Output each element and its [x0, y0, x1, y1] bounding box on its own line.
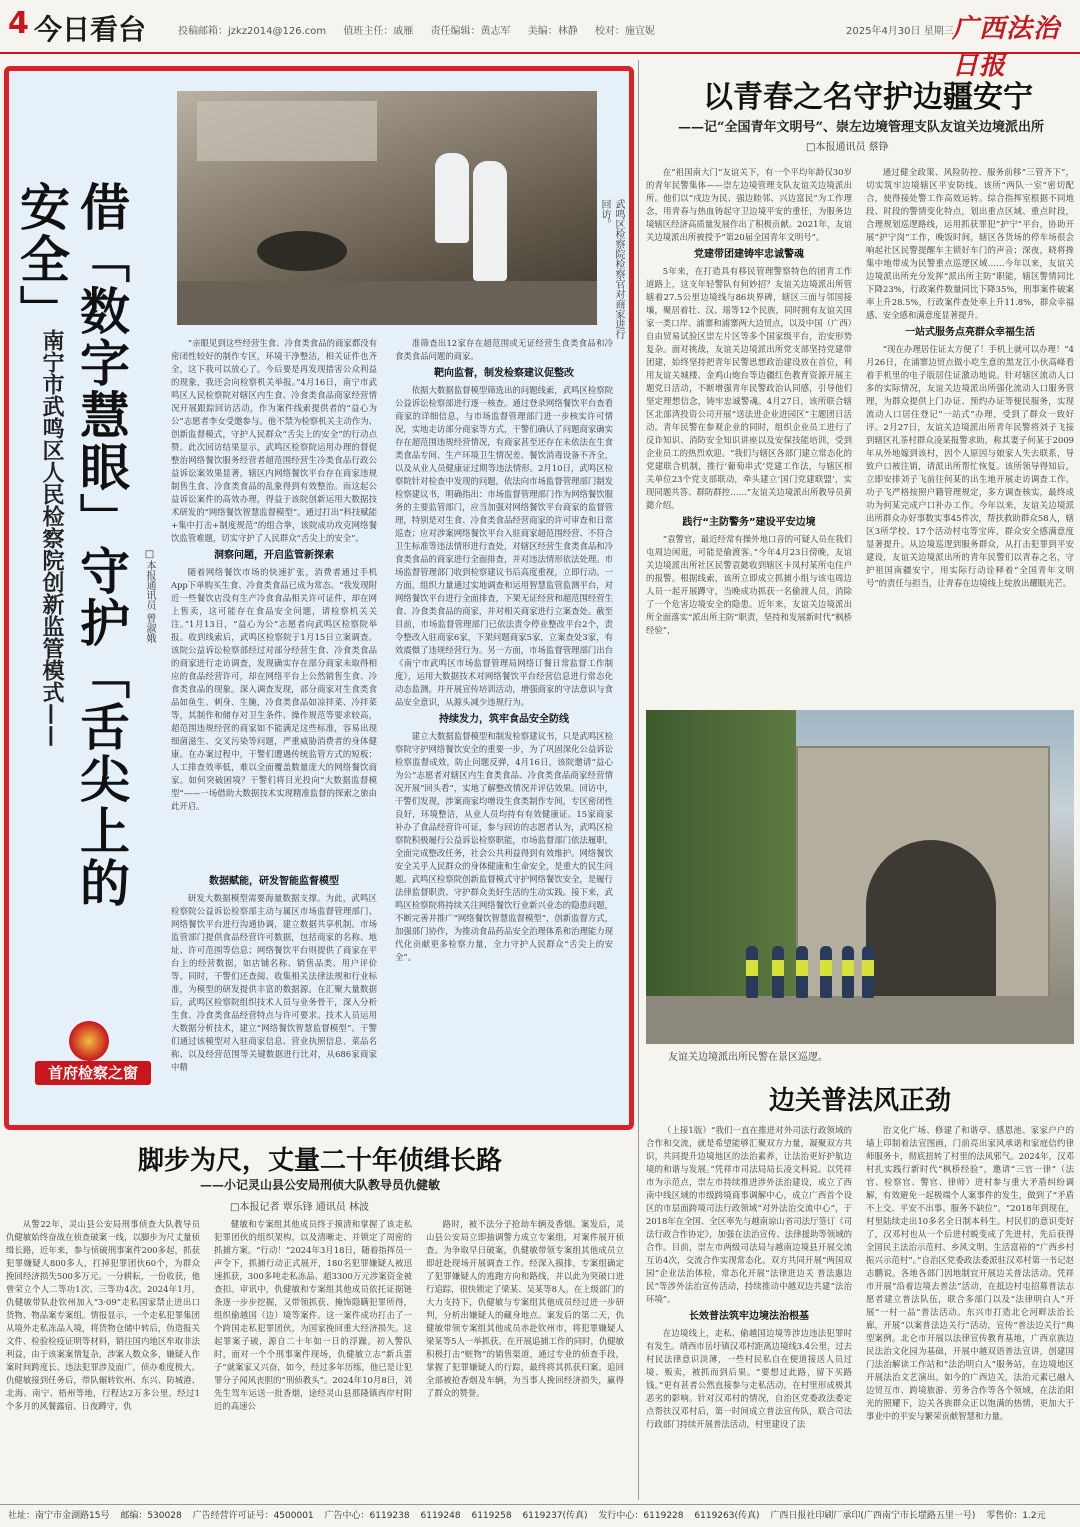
section-heading: 持续发力，筑牢食品安全防线 — [439, 714, 569, 725]
photo-wok — [257, 231, 347, 271]
inspection-photo — [177, 91, 597, 325]
border-story-column-2 — [866, 166, 1074, 704]
paragraph: 准筛查出12家存在超范围或无证经营生食类食品和冷食类食品问题的商家。 — [395, 338, 613, 361]
paragraph: 建立大数据监督模型和制发检察建议书，只是武鸣区检察院守护网络餐饮安全的重要一步，为了巩固深化公益诉讼检察监督成效，防止问题反弹，4月16日，该院邀请“益心为公”志愿者对辖区内生食类食品、冷食类食品商家经营情况开展“回头看”，实地了解整改情况并评估效果。回访中，干警们发现，涉案商家均增设生食类制作专间，专区密闭性良好，环境整洁，从业人员均持有有效健康证。15家商家补办了食品经营许可证，参与回访的志愿者认为，武鸣区检察院积极履行公益诉讼检察职能，市场监督部门依法履职，全面完成整改任务，社会公共利益得到有效维护。网络餐饮安全关乎人民群众的身体健康和生命安全，是重大的民生问题。武鸣区检察院创新监督模式守护网络餐饮安全，是履行法律监督职责、守护群众美好生活的生动实践。接下来，武鸣区检察院将持续关注网络餐饮行业新兴业态的隐患问题，不断完善并推广“网络餐饮智慧监督模型”，创新监督方式，加强部门协作，为推动食品药品安全治理体系和治理能力现代化贡献更多检察力量，全力守护人民群众“舌尖上的安全”。 — [395, 731, 613, 962]
footer-price: 零售价：1.2元 — [986, 1511, 1046, 1521]
section-heading: 践行“主防警务”建设平安边境 — [682, 517, 816, 528]
photo-officer — [862, 946, 874, 998]
page-number: 4 — [8, 6, 29, 41]
paragraph: 在边境线上，走私、偷越国边境等涉边违法犯罪时有发生。靖西市岳圩镇汉邓村距离边境线3.4公里，过去村民法律意识淡薄，一些村民私自在便道接送人员过境、贩卖，被抓而到后果。“要想过此路，留下买路钱。”更有甚者公然直接参与走私活动，在村里形成极其恶劣的影响。针对汉邓村的情况，自治区党委政法委定点帮扶汉邓村后，第一时间成立普法宣传队，联合司法行政部门持续开展普法活动，村里建设了法 — [646, 1328, 852, 1429]
border-photo-caption: 友谊关边境派出所民警在景区巡逻。 — [668, 1052, 828, 1063]
case-story-subtitle: ——小记灵山县公安局刑侦大队教导员仇健敏 — [199, 1178, 440, 1192]
section-heading: 长效普法筑牢边境法治根基 — [689, 1311, 809, 1322]
page-header — [0, 0, 1080, 81]
photo-prosecutor-2 — [473, 161, 507, 281]
paragraph: 通过健全政策、风险防控、服务前移“三管齐下”，切实筑牢边境辖区平安防线。该所“两队一室”密切配合，使得接处警工作高效运转。综合指挥室根据不同地段、时段的警情变化特点，划出重点区域、重点时段，合理规划巡逻路线，运用抓获罪犯“护宁”平台，协助开展“护宁岗”工作，晚饭时间，辖区各货场的停车场很会响起社区民警提醒车主锁好车门的声音；深夜，晓将搀集中地带成为民警重点巡逻区域……今年以来，友谊关边境派出所充分发挥“派出所主防”职能，辖区警情同比下降23%，行政案件数量同比下降35%，刑事案件破案率上升28.5%，行政案件查处率上升11.8%，群众幸福感、安全感和满意度显著提升。 — [866, 167, 1074, 320]
feature-subtitle: 南宁市武鸣区人民检察院创新监管模式—— — [39, 329, 64, 747]
credit-designer: 美编：林静 — [527, 26, 578, 37]
section-heading: 数据赋能，研发智能监督模型 — [209, 876, 339, 887]
footer-ad-license: 广告经营许可证号：4500001 — [192, 1511, 314, 1521]
page-footer — [0, 1504, 1080, 1527]
case-story-title: 脚步为尺，丈量二十年侦缉长路 — [137, 1146, 502, 1176]
footer-phone: 6119248 — [420, 1511, 461, 1521]
photo-officer — [842, 946, 854, 998]
section-heading: 洞察问题，开启监管新探索 — [214, 550, 334, 561]
photo-officer — [772, 946, 784, 998]
feature-column-1 — [171, 337, 377, 865]
paragraph: （上接1版）“我们一直在推进对外司法行政领域的合作和交流，就是希望能够汇聚双方力量，凝聚双方共识，共同提升边境地区的法治素养，让法治更好护航边境的和谐与发展。”凭祥市司法局局长凌文科说。以凭祥市为示范点，崇左市持续推进涉外法治建设，成立了西南中线区域的市级跨境商事调解中心，成立广西首个设区的市层面跨境司法行政领域“对外法治交流中心”，于2018年在全国、全区率先与越南谅山省司法厅签订《司法行政合作协定》，加强在法治宣传、法律援助等领域的合作。目前，崇左市两级司法局与越南边境县开展交流互访4次，交流合作实现常态化。双方共同开展“两国双园”企业法治体检，常态化开展“法律进边关 普法惠边民”等涉外法治宣传活动，持续推动中越双边共建“法治环境”。 — [646, 1125, 852, 1304]
paragraph: 治文化广场、修建了和谐亭、感恩池、家家户户的墙上印制着法宣图画，门前亮出家风承诺和家庭信约律师服务卡，彻底扭转了村里的法风邪气。2024年，汉邓村扎实践行新时代“枫桥经验”，邀请“三官一律”（法官、检察官、警官、律师）进村参与重大矛盾纠纷调解，有效避免一起极端个人案事件的发生，做到了“矛盾不上交、平安不出事、服务不缺位”。“2018年到现在，村里陆续走出10多名全日制本科生。村民们的意识变好了，汉邓村也从一个后进村蜕变成了先进村，先后获得全国民主法治示范村、乡风文明、生活富裕的“广西乡村振兴示范村”。”自治区党委政法委派驻汉邓村第一书记赵志鹏说。各地各部门因地制宜开展边关普法活动。凭祥市开展“沿着边境去普法”活动，在抵边村屯招募普法志愿者建立普法队伍，联合多部门以及“法律明白人”开展“一村一品”普法活动。东兴市打造北仑河畔法治长廊，开展“以案普法边关行”活动，宣传“普法边关行”典型案例。北仑市开展以法律宣传教育基地，广西京族边民法治文化园为基础，开展中越双语普法宣讲，创建国门法治解读工作站和“法治明白人”服务站，在边境地区开展法治文艺演出。如今的广西边关，法治元素已融入边贸互市、跨境旅游、劳务合作等各个领域，在法治阳光的照耀下，边关各族群众正以饱满的热情，更加大干事业中的平安与繁荣贡献智慧和力量。 — [866, 1125, 1074, 1421]
photo-officer — [820, 946, 832, 998]
photo-road — [646, 996, 1074, 1044]
credit-duty-chief: 值班主任：戚雁 — [343, 26, 414, 37]
law-story-column-2 — [866, 1124, 1074, 1498]
procuratorate-emblem-icon — [69, 1021, 109, 1061]
case-story-column-1 — [6, 1218, 200, 1498]
border-story-subtitle: ——记“全国青年文明号”、崇左边境管理支队友谊关边境派出所 — [678, 120, 1044, 135]
paragraph: “亲眼见到这些经营生食、冷食类食品的商家都没有密闭性较好的制作专区，环境干净整洁，相关证件也齐全，这下我可以放心了。今后要是再发现措害公众利益的现象，我还会向检察机关举报。”4月16日，南宁市武鸣区人民检察院对辖区内生食、冷食类食品商家经营情况开展跟踪回访活动，作为案件线索提供者的“益心为公”志愿者李女受邀参与。他不禁为检察机关主动作为、创新监督模式，守护人民群众“舌尖上的安全”的行动点赞。此次回访结果显示，武鸣区检察院运用办理的督促整治网络餐饮服务经营者超范围经营生冷类食品行政公益诉讼案效果显著，辖区内网络餐饮平台存在商家违规制售生食、冷食类食品的乱象得到有效整治。而这起公益诉讼案件的高效办理，得益于该院创新运用大数据技术研发的“网络餐饮智慧监督模型”。通过打出“科技赋能+集中打击+制度规范”的组合拳，该院成功攻克网络餐饮监管难题，切实守护了人民群众“舌尖上的安全”。 — [171, 338, 377, 543]
section-title: 今日看台 — [34, 13, 147, 46]
footer-fax: 6119263(传真) — [694, 1511, 760, 1521]
photo-range-hood — [197, 101, 377, 161]
case-story-column-2 — [214, 1218, 412, 1498]
paragraph: 从警22年，灵山县公安局刑事侦查大队教导员仇健敏始终奋战在侦查破案一线，以脚步为尺丈量侦缉长路，近年来，参与侦破刑事案件200多起，抓获犯罪嫌疑人800多人，打掉犯罪团伙60个，为群众挽回经济损失500多万元。一分耕耘，一份收获，他曾荣立个人二等功1次、三等功4次。2024年1月，仇健敏带队赴钦州加入“3·09”走私国家禁止进出口货物、物品案专案组。情报显示，一个走私犯罪集团从境外走私冻品入境，将货物仓储中转后，伪造报关文件、检验检疫证明等材料，销往国内地区牟取非法利益，由于该案案情复杂，涉案人数众多，嫌疑人作案时间跨度长、违法犯罪涉及面广，侦办难度极大。仇健敏接到任务后，带队辗转钦州、东兴、防城港、北海、南宁、梧州等地，行程达2万多公里。经过1个多月的风餐露宿、日夜蹲守，仇 — [6, 1219, 200, 1411]
border-story-byline: □本报通讯员 蔡铮 — [806, 142, 889, 153]
credits — [178, 22, 669, 37]
credit-editor: 责任编辑：黄志军 — [430, 26, 511, 37]
issue-date: 2025年4月30日 星期三 — [846, 26, 954, 37]
feature-column-2 — [395, 337, 613, 1111]
border-story-column-1 — [646, 166, 852, 704]
column-badge — [35, 1021, 151, 1091]
footer-phone: 6119258 — [471, 1511, 512, 1521]
photo-prosecutor-1 — [435, 153, 469, 243]
paragraph: 研发大数据模型需要海量数据支撑。为此，武鸣区检察院公益诉讼检察部主动与属区市场监督管理部门、网络餐饮平台进行沟通协调，建立数据共享机制。市场监管部门提供食品经营许可数据，包括商家的名称、地址、许可范围等信息；网络餐饮平台则提供了商家在平台上的经营数据，如店铺名称、销售品类、用户评价等。同时，干警们还查阅、收集相关法律法规和行业标准，为模型的研发提供丰富的数据源。在汇聚大量数据后，武鸣区检察院组织技术人员与业务骨干，深入分析生食、冷食类食品经营特点与许可要求。技术人员运用大数据分析技术，建立“网络餐饮智慧监督模型”。干警们通过该模型对入驻商家信息、营业执照信息、菜品名称、以及经营范围等关键数据进行比对，从686家商家中精 — [171, 893, 377, 1072]
column-divider — [638, 60, 639, 1500]
law-story-title: 边关普法风正劲 — [768, 1086, 951, 1116]
footer-ad-center: 广告中心：6119238 — [324, 1511, 410, 1521]
paragraph: “现在办理居住证太方便了！手机上就可以办理！”4月26日，在浦寨边贸点做小吃生意的黑龙江小伙高峰看着手机里的电子版居住证激动地说。针对辖区流动人口多的实际情况，友谊关边境派出所强化流动人口服务管理，为群众提供上门办证、预约办证等便民服务，实现流动人口居住登记“一站式”办理，受到了群众一致好评。2月27日，友谊关边境派出所青年民警将刘子飞接到辖区礼茶村群众凌某报警求助，称其妻子何某于2009年从外地嫁到该村，因个人原因与娘家人失去联系，导致户口被注销，请派出所帮忙恢复。该所领导得知后，立即安排刘子飞前往何某的出生地开展走访调查工作。功子飞严格按照户籍管理规定，多方调查核实，最终成功为何某完成户口补办工作。今年以来，友谊关边境派出所群众办好事数实事45件次，帮扶救助群众58人，辖区3所学校、17个活动村屯等宝库，群众安全感满意度显著提升。从边境巡逻到服务群众，从打击犯罪到平安建设，友谊关边境派出所的青年民警们以青春之名，守护祖国南疆安宁，用实际行动诠释着“全国青年文明号”的责任与担当，让青春在边境线上绽放出耀眼光芒。 — [866, 344, 1074, 588]
footer-distribution: 发行中心：6119228 — [598, 1511, 684, 1521]
paragraph: 在“祖国南大门”友谊关下，有一个平均年龄仅30岁的青年民警集体——崇左边境管理支队友谊关边境派出所。他们以“戍边为民、强边睦邻、兴边富民”为工作理念，用青春与热血铸起守卫边境平安的重任，为服务边境辖区经济高质量发展作出了积极贡献。2021年，友谊关边境派出所被授予“第20届全国青年文明号”。 — [646, 167, 852, 242]
paragraph: 健敏和专案组其他成员终于摸清和掌握了该走私犯罪团伙的组织架构，以及清晰走、并锁定了周密的抓捕方案。“行动！”2024年3月18日，随着指挥员一声令下，抓捕行动正式展开，180名犯罪嫌疑人被迅速抓获，300多吨走私冻品、超3300万元涉案资金被查扣。审讯中，仇健敏和专案组其他成员依托证据链条逐一步步挖掘，又带领抓获、掩饰隐瞒犯罪所得，组织偷越国（边）境等案件。这一案件成功打击了一个跨国走私犯罪团伙，为国家挽回重大经济损失。这起罪案子破，源自二十年如一日的浮躁。初入警队时，面对一个个刑事案件现场，仇健敏立志“新兵蛋子”就案家又兴奋，如今，经过多年历练，他已是让犯罪分子闻风丧胆的“刑侦教头”。2024年10月8日，刘先生驾车运送一批香烟，途经灵山县那隆镇西岸村附近的高速公 — [214, 1219, 412, 1411]
credit-proofreader: 校对：施宜妮 — [594, 26, 655, 37]
paragraph: 随着网络餐饮市场的快速扩张，消费者通过手机App下单购买生食、冷食类食品已成为常态。“我发现附近一些餐饮店没有生产冷食食品相关许可证件，却在网上售卖，这可能存在食品安全问题，请检察机关关注。”1月13日，“益心为公”志愿者向武鸣区检察院举报。收到线索后，武鸣区检察院于1月15日立案调查。该院公益诉讼检察部经过对部分经营生食、冷食类食品的商家进行走访调查，发现确实存在部分商家未取得相应的食品经营许可，却在网络平台上公然销售生食、冷食类食品的现象。深入调查发现，部分商家对生食类食品如鱼生、刺身、生腌，冷食类食品如凉拌菜、冷拌菜等，其制作和储存对卫生条件、操作规范等要求较高，超范围违规经营的商家如不能满足这些标准，容易出现细菌滋生、交叉污染等问题，严重威胁消费者的身体健康。在办案过程中，干警们遭遇传统监管方式的短板：人工排查效率低，难以全面覆盖数量庞大的网络餐饮商家。如何突破困境？干警们将目光投向“大数据监督模型”——一场借助大数据技术实现精准监督的探索之旅由此开启。 — [171, 567, 377, 811]
section-heading: 一站式服务点亮群众幸福生活 — [905, 327, 1035, 338]
photo-officer — [796, 946, 808, 998]
credit-email: 投稿邮箱：jzkz2014@126.com — [178, 26, 327, 37]
case-story-byline: □本报记者 覃乐锋 通讯员 林波 — [230, 1202, 369, 1213]
footer-address: 社址：南宁市金湖路15号 — [8, 1511, 110, 1521]
paragraph: “袁警官，最近经常有操外地口音的可疑人员在我们屯周边闲逛，可能是偷渡客。”今年4月23日傍晚，友谊关边境派出所社区民警袁懿收到辖区卡凤村某所屯住户的报警。根据线索，该所立即成立抓捕小组与该屯周边人员一起开展蹲守，当晚成功抓获一名偷渡人员，消除了一个危害边境安全的隐患。近年来，友谊关边境派出所全面落实“派出所主防”职责，坚持和发展新时代“枫桥经验”， — [646, 534, 852, 635]
paragraph: 5年来，在打造具有移民管理警察特色的团青工作道路上，这支年轻警队有何妙招？友谊关边境派出所管辖着27.5公里边境线与86块界碑，辖区三面与邻国接壤，聚居着壮、汉、瑶等12个民族，同时拥有友谊关国家一类口岸、浦寨和浦寨两大边贸点，以及中国（广西）自由贸易试验区崇左片区等多个国家级平台，治安形势复杂。面对挑战，友谊关边境派出所党支部坚持党建带团建，始终坚持把青年民警思想政治建设放在首位，利用友谊关城楼、金鸡山炮台等边疆红色教育资源开展主题党日活动，不断增强青年民警政治认同感，引导他们坚定理想信念，铸牢忠诚警魂。4月27日，该所联合辖区北部湾投资公司开展“送法进企业进园区”主题团日活动。青年民警在参观企业的同时，组织企业员工进行了反诈知识、消防安全知识讲座以及安保技能培训，受到企业员工的热烈欢迎。“我们与辖区各部门建立常态化的党建联合机制，推行‘葡萄串式’党建工作法，与辖区相关单位23个党支部联动，牵头建立‘国门党建联盟’，实现同题共答、群防群控……”友谊关边境派出所教导员黄懿介绍。 — [646, 266, 852, 510]
paper-logo: 广西法治日报 — [952, 14, 1061, 81]
paragraph: 路时，被不法分子抢劫车辆及香烟。案发后，灵山县公安局立即抽调警力成立专案组，对案件展开侦查。为争取早日破案，仇健敏带领专案组其他成员立即赶赴现场开展调查工作。经深入摸排，专案组确定了犯罪嫌疑人的逃跑方向和路线，并以此为突破口进行追踪，很快锁定了梁某、吴某等8人。在上级部门的大力支持下，仇健敏与专案组其他成员经过进一步研判，分析出嫌疑人的藏身地点。案发后的第二天，仇健敏带领专案组其他成员赤赴钦州市，将犯罪嫌疑人梁某等5人一举抓获。在开展追捕工作的同时，仇健敏积极打击“赃物”的销售渠道，通过专业的侦查手段，掌握了犯罪嫌疑人的行踪，最终将其抓获归案。追回全部被抢香烟及车辆，为当事人挽回经济损失，赢得了群众的赞誉。 — [426, 1219, 624, 1398]
photo-gate-arch — [866, 840, 996, 996]
section-heading: 靶向监督，制发检察建议促整改 — [434, 368, 574, 379]
photo-counter — [177, 281, 597, 325]
badge-label: 首府检察之窗 — [35, 1061, 151, 1085]
footer-printer: 广西日报社印刷厂承印(广西南宁市长堽路五里一号) — [770, 1511, 976, 1521]
feature-article-box — [4, 66, 634, 1130]
photo-caption: 武鸣区检察院检察官对商家进行回访。 — [599, 199, 624, 339]
border-patrol-photo — [646, 710, 1074, 1044]
case-story-column-3 — [426, 1218, 624, 1498]
photo-officer — [746, 946, 758, 998]
law-story-column-1 — [646, 1124, 852, 1498]
feature-byline: □本报通讯员 曾淑娥 — [144, 549, 155, 644]
footer-fax: 6119237(传真) — [522, 1511, 588, 1521]
footer-postcode: 邮编：530028 — [120, 1511, 182, 1521]
paragraph: 依据大数据监督模型筛选出的问题线索，武鸣区检察院公益诉讼检察部进行逐一核查。通过登录网络餐饮平台查看商家的详细信息，与市场监督管理部门进一步核实许可情况，实地走访部分商家等方式，干警们确认了问题商家确实存在超范围违规经营情况，有商家甚至还存在未依法在生食类食品专间、生产环境卫生情况差、餐饮消毒设备不齐全，以及从业人员健康证过期等违法情形。2月10日，武鸣区检察院针对检查中发现的问题，依法向市场监督管理部门制发检察建议书，明确指出：市场监督管理部门作为网络餐饮服务的主要监管部门，应当加强对网络餐饮平台商家的监督管理，特别是对生食、冷食类食品经营商家的许可审查和日常巡查；应对涉案网络餐饮平台入驻商家超范围经营、不符合卫生标准等违法情形进行查处，对辖区经营生食类食品和冷食类食品的商家进行全面排查，并对违法情形依法处理。市场监督管理部门收到检察建议书后高度重视，立即行动。一方面，组织力量通过实地调查和运用智慧监管监测平台，对网络餐饮平台进行全面排查，下架无证经营和超范围经营生食、冷食类食品的商家，并对相关商家进行立案查处。截至目前，市场监督管理部门已依法责令停业整改平台2个，责令整改入驻商家6家，下架问题商家5家，立案查处3家，有效震慑了违规经营行为。另一方面，市场监督管理部门出台《南宁市武鸣区市场监督管理局网络订餐日常监督工作制度》，运用大数据技术对网络餐饮平台经营信息进行常态化动态监测。并开展宣传培训活动，增强商家的守法意识与食品安全意识，从源头减少违规行为。 — [395, 385, 613, 707]
feature-title: 借「数字慧眼」守护「舌尖上的安全」 — [12, 181, 130, 909]
section-heading: 党建带团建铸牢忠诚警魂 — [694, 249, 804, 260]
border-story-title: 以青春之名守护边疆安宁 — [703, 80, 1033, 115]
feature-column-1-lower — [171, 871, 377, 1111]
